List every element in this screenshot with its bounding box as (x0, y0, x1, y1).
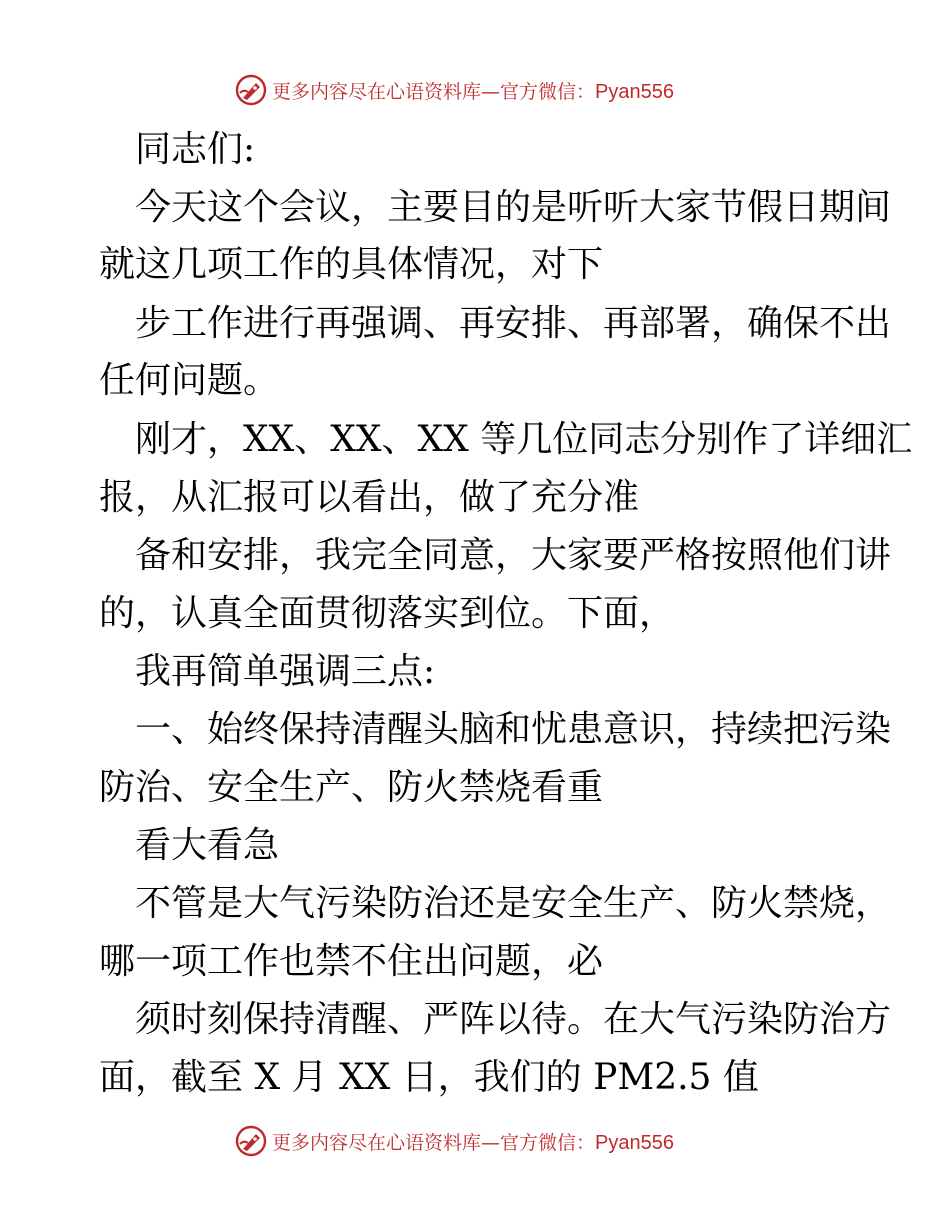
paragraph-line: 今天这个会议，主要目的是听听大家节假日期间 (135, 187, 892, 228)
pen-nib-logo-icon (234, 1124, 268, 1158)
banner-suffix: 官方微信： (500, 80, 596, 103)
paragraph-line: 步工作进行再强调、再安排、再部署，确保不出 (135, 303, 892, 344)
banner-wechat-id: Pyan556 (595, 1131, 674, 1154)
paragraph-line: 报，从汇报可以看出，做了充分准 (99, 477, 640, 518)
paragraph-line: 同志们: (135, 129, 256, 170)
paragraph-line: 须时刻保持清醒、严阵以待。在大气污染防治方 (135, 999, 892, 1040)
paragraph-line: 哪一项工作也禁不住出问题，必 (99, 941, 604, 982)
banner-separator: — (481, 80, 501, 103)
paragraph-line: 不管是大气污染防治还是安全生产、防火禁烧， (135, 883, 892, 924)
paragraph-line: 一、始终保持清醒头脑和忧患意识，持续把污染 (135, 709, 892, 750)
paragraph-line: 刚才，XX、XX、XX 等几位同志分别作了详细汇 (135, 419, 913, 460)
banner-suffix: 官方微信： (500, 1131, 596, 1154)
header-banner (234, 72, 734, 108)
banner-text (272, 77, 674, 104)
banner-main-text: 更多内容尽在心语资料库 (272, 1131, 482, 1154)
paragraph-line: 防治、安全生产、防火禁烧看重 (99, 767, 604, 808)
paragraph-line: 我再简单强调三点: (135, 651, 436, 692)
banner-wechat-id: Pyan556 (595, 80, 674, 103)
paragraph-line: 面，截至 X 月 XX 日，我们的 PM2.5 值 (99, 1057, 759, 1098)
paragraph-line: 任何问题。 (99, 360, 280, 401)
paragraph-line: 看大看急 (135, 825, 280, 866)
paragraph-line: 备和安排，我完全同意，大家要严格按照他们讲 (135, 535, 892, 576)
banner-text (272, 1128, 674, 1155)
banner-main-text: 更多内容尽在心语资料库 (272, 80, 482, 103)
footer-banner (234, 1123, 734, 1159)
banner-separator: — (481, 1131, 501, 1154)
paragraph-line: 就这几项工作的具体情况，对下 (99, 244, 604, 285)
paragraph-line: 的，认真全面贯彻落实到位。下面， (99, 593, 676, 634)
pen-nib-logo-icon (234, 73, 268, 107)
